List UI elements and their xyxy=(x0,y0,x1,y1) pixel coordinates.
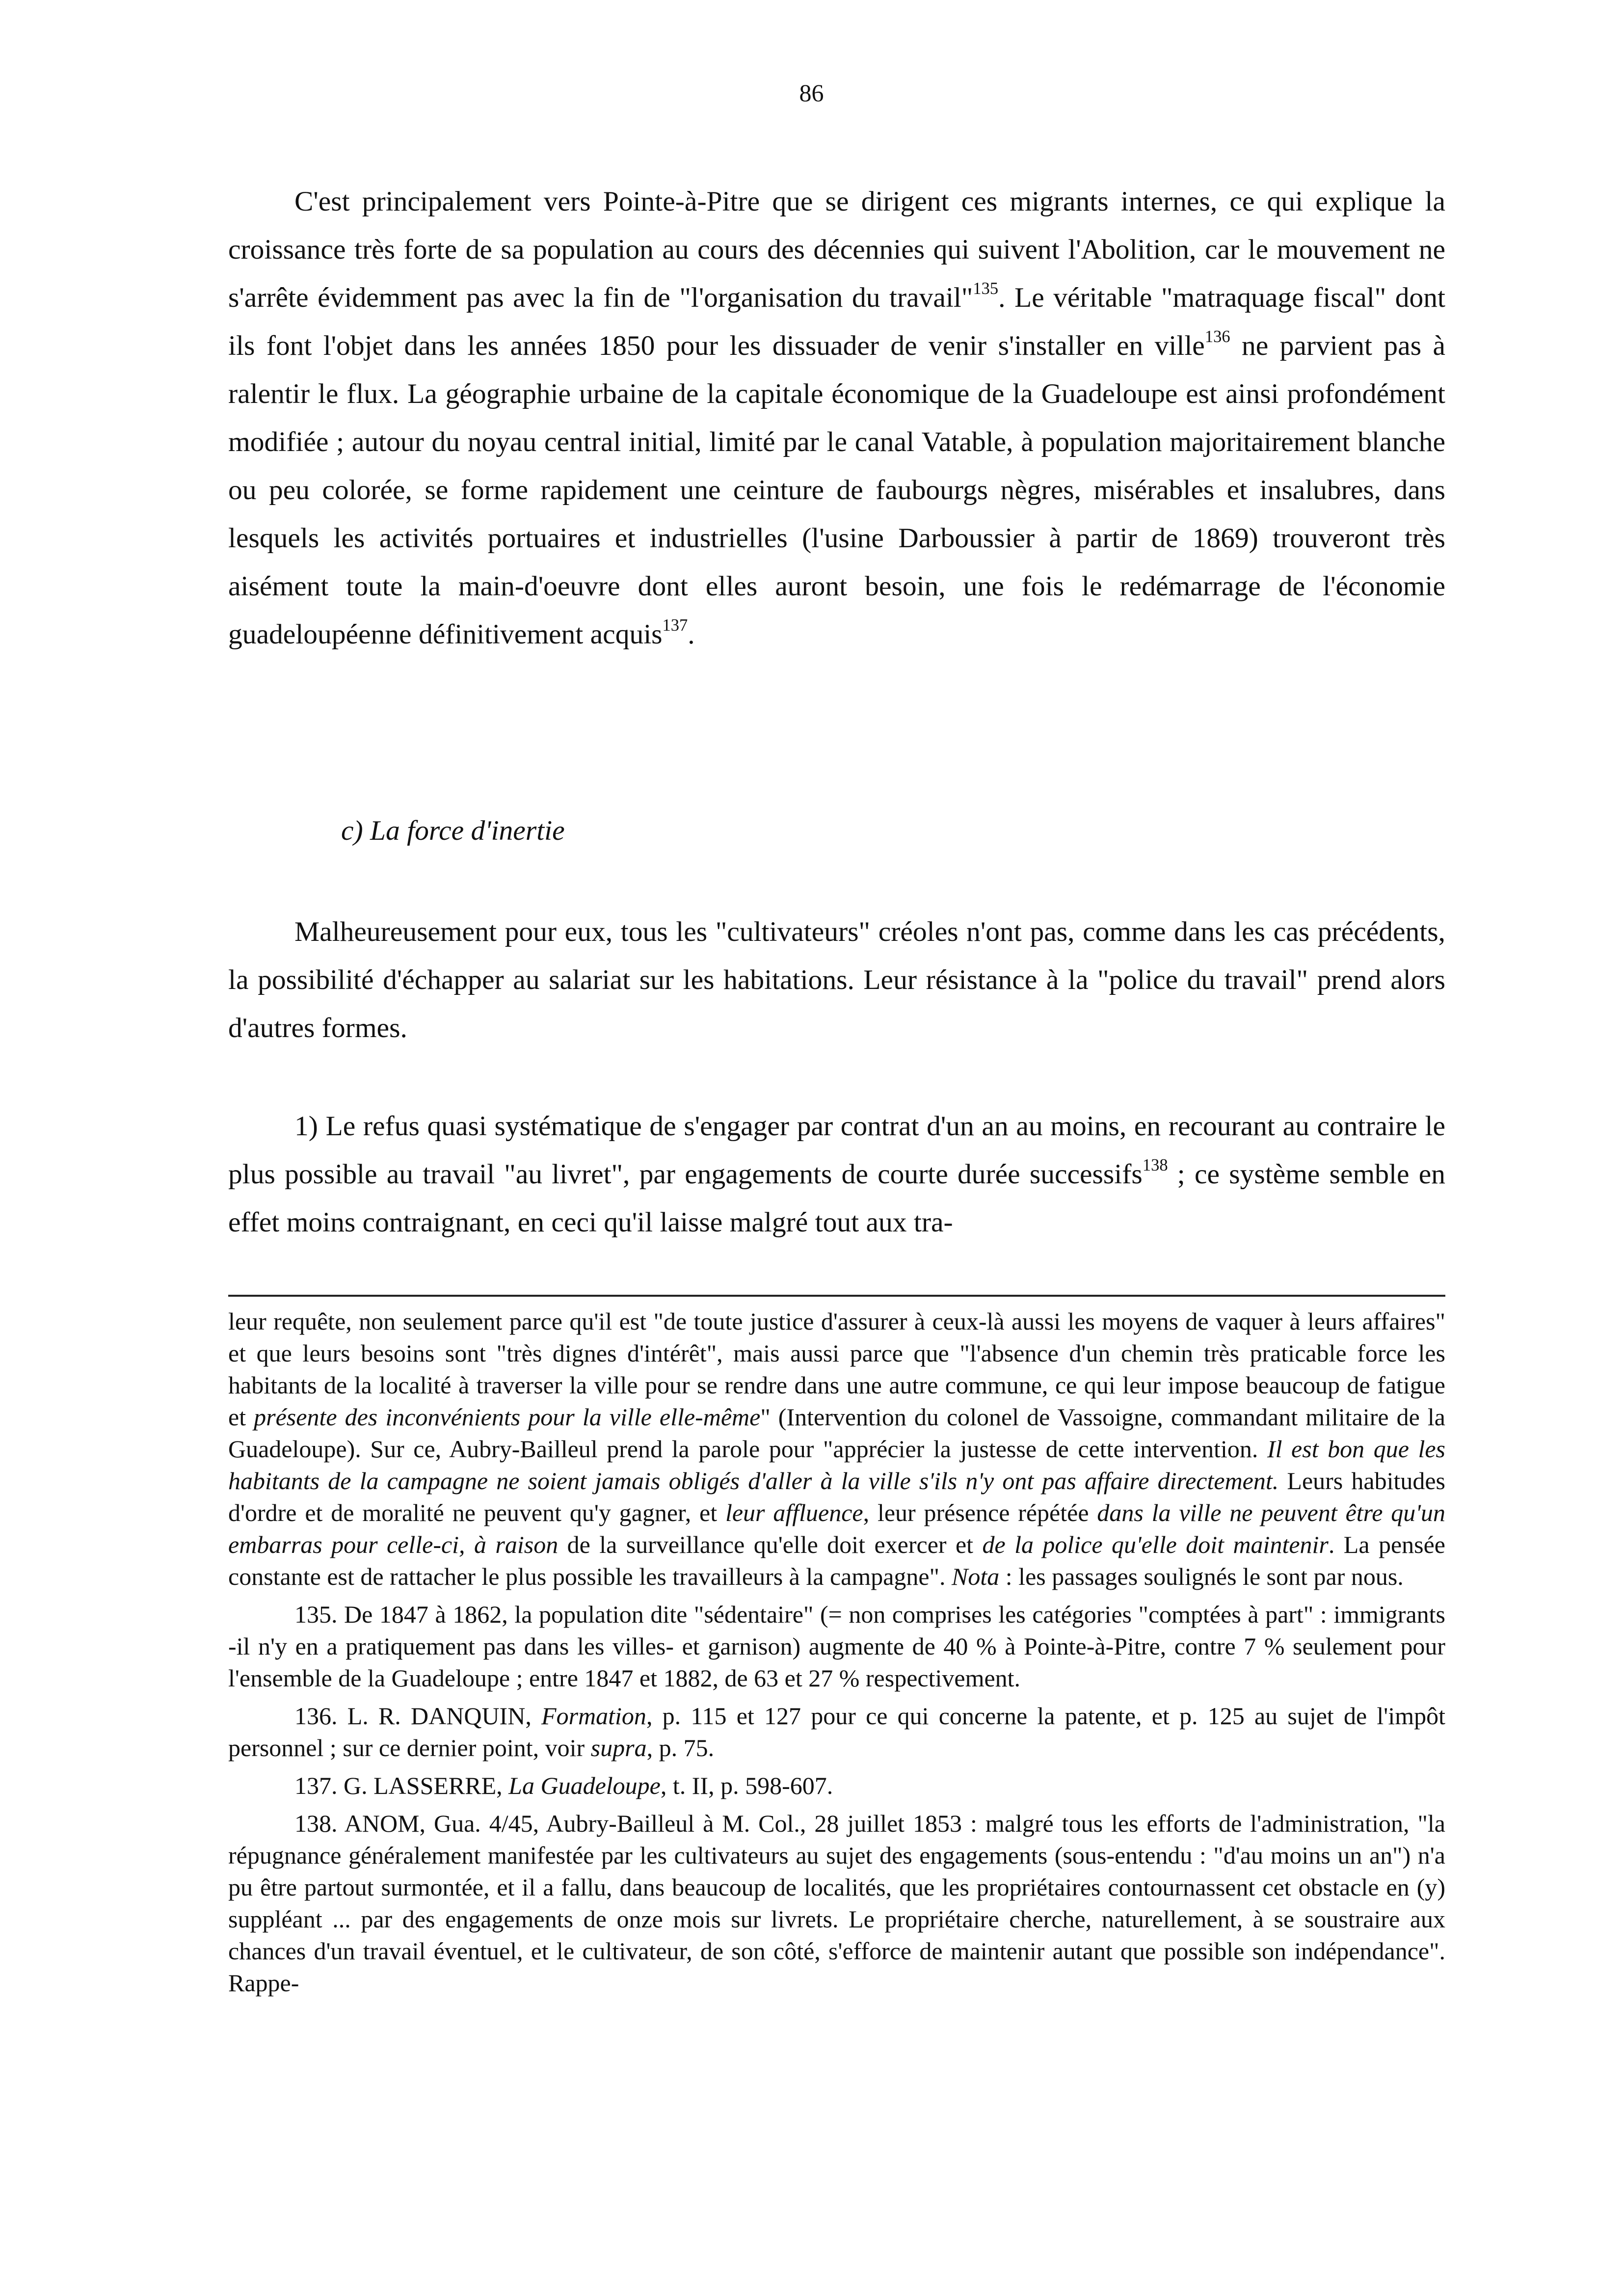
italic-run: La Guadeloupe xyxy=(508,1772,661,1799)
text-run: ne parvient pas à ralentir le flux. La géographie urbaine de la capitale économique de la Guadeloupe est ainsi profondément modifiée ; autour du noyau central initial, limité par le canal Vatable, à population majoritairement blanche ou peu colorée, se forme rapidement une ceinture de faubourgs nègres, misérables et insalubres, dans lesquels les activités portuaires et industrielles (l'usine Darboussier à partir de 1869) trouveront très aisément toute la main-d'oeuvre dont elles auront besoin, une fois le redémarrage de l'économie guadeloupéenne définitivement acquis xyxy=(228,330,1445,650)
body-paragraph-2 xyxy=(228,908,1445,1052)
body-paragraph-1 xyxy=(228,178,1445,659)
footnotes xyxy=(228,1306,1445,1999)
footnote-137 xyxy=(228,1770,1445,1802)
text-run: . Le véritable "matraquage fiscal" dont ils font l'objet dans les années 1850 pour les dissuader de venir s'installer en ville xyxy=(228,282,1445,361)
italic-run: supra xyxy=(590,1734,647,1762)
footnote-ref: 137 xyxy=(662,616,688,635)
text-run: " (Intervention du colonel de Vassoigne, commandant militaire de la Guadeloupe). Sur ce, Aubry-Bailleul prend la parole pour "apprécier la justesse de cette intervention. xyxy=(228,1403,1445,1463)
text-run: 137. G. LASSERRE, xyxy=(294,1772,509,1799)
text-run: . xyxy=(688,619,695,650)
italic-run: dans la ville ne peuvent être qu'un embarras pour celle-ci, à raison xyxy=(228,1499,1445,1558)
footnote-ref: 138 xyxy=(1142,1156,1168,1175)
footnote-136 xyxy=(228,1700,1445,1764)
section-heading: c) La force d'inertie xyxy=(341,815,565,846)
body-paragraph-3 xyxy=(228,1102,1445,1247)
italic-run: Formation xyxy=(541,1702,646,1730)
footnote-continuation xyxy=(228,1306,1445,1593)
text-run: : les passages soulignés le sont par nous. xyxy=(999,1563,1404,1590)
italic-run: Nota xyxy=(952,1563,1000,1590)
footnote-ref: 135 xyxy=(973,279,999,298)
footnote-ref: 136 xyxy=(1204,327,1230,347)
page-number: 86 xyxy=(799,79,824,107)
italic-run: leur affluence xyxy=(725,1499,863,1526)
italic-run: présente des inconvénients pour la ville elle-même xyxy=(254,1403,761,1431)
text-run: ; ce système semble en effet moins contraignant, en ceci qu'il laisse malgré tout aux tra- xyxy=(228,1159,1445,1238)
text-run: , p. 115 et 127 pour ce qui concerne la patente, et p. 125 au sujet de l'impôt personnel ; sur ce dernier point, voir xyxy=(228,1702,1445,1762)
italic-run: de la police qu'elle doit maintenir xyxy=(982,1531,1329,1558)
text-run: 136. L. R. DANQUIN, xyxy=(294,1702,542,1730)
paragraph-text: Malheureusement pour eux, tous les "cultivateurs" créoles n'ont pas, comme dans les cas précédents, la possibilité d'échapper au salariat sur les habitations. Leur résistance à la "police du travail" prend alors d'autres formes. xyxy=(228,916,1445,1043)
text-run: leur requête, non seulement parce qu'il est "de toute justice d'assurer à ceux-là aussi les moyens de vaquer à leurs affaires" et que leurs besoins sont "très dignes d'intérêt", mais aussi parce que "l'absence d'un chemin très praticable force les habitants de la localité à traverser la ville pour se rendre dans une autre commune, ce qui leur impose beaucoup de fatigue et xyxy=(228,1308,1445,1431)
text-run: 1) Le refus quasi systématique de s'engager par contrat d'un an au moins, en recourant au contraire le plus possible au travail "au livret", par engagements de courte durée successifs xyxy=(228,1111,1445,1190)
text-run: . La pensée constante est de rattacher le plus possible les travailleurs à la campagne". xyxy=(228,1531,1445,1590)
footnote-135: 135. De 1847 à 1862, la population dite "sédentaire" (= non comprises les catégories "comptées à part" : immigrants -il n'y en a pratiquement pas dans les villes- et garnison) augmente de 40 % à Pointe-à-Pitre, contre 7 % seulement pour l'ensemble de la Guadeloupe ; entre 1847 et 1882, de 63 et 27 % respectivement. xyxy=(228,1601,1445,1692)
text-run: de la surveillance qu'elle doit exercer et xyxy=(558,1531,983,1558)
footnote-separator xyxy=(228,1295,1445,1297)
italic-run: Il est bon que les habitants de la campagne ne soient jamais obligés d'aller à la ville s'ils n'y ont pas affaire directement. xyxy=(228,1435,1445,1495)
text-run: , p. 75. xyxy=(646,1734,715,1762)
text-run: C'est principalement vers Pointe-à-Pitre que se dirigent ces migrants internes, ce qui explique la croissance très forte de sa population au cours des décennies qui suivent l'Abolition, car le mouvement ne s'arrête évidemment pas avec la fin de "l'organisation du travail" xyxy=(228,186,1445,313)
footnote-138: 138. ANOM, Gua. 4/45, Aubry-Bailleul à M. Col., 28 juillet 1853 : malgré tous les efforts de l'administration, "la répugnance généralement manifestée par les cultivateurs au sujet des engagements (sous-entendu : "d'au moins un an") n'a pu être partout surmontée, et il a fallu, dans beaucoup de localités, que les propriétaires contournassent cet obstacle en (y) suppléant ... par des engagements de onze mois sur livrets. Le propriétaire cherche, naturellement, à se soustraire aux chances d'un travail éventuel, et le cultivateur, de son côté, s'efforce de maintenir autant que possible son indépendance". Rappe- xyxy=(228,1810,1445,1997)
text-run: , t. II, p. 598-607. xyxy=(660,1772,833,1799)
text-run: , leur présence répétée xyxy=(863,1499,1097,1526)
text-run: Leurs habitudes d'ordre et de moralité ne peuvent qu'y gagner, et xyxy=(228,1467,1446,1526)
